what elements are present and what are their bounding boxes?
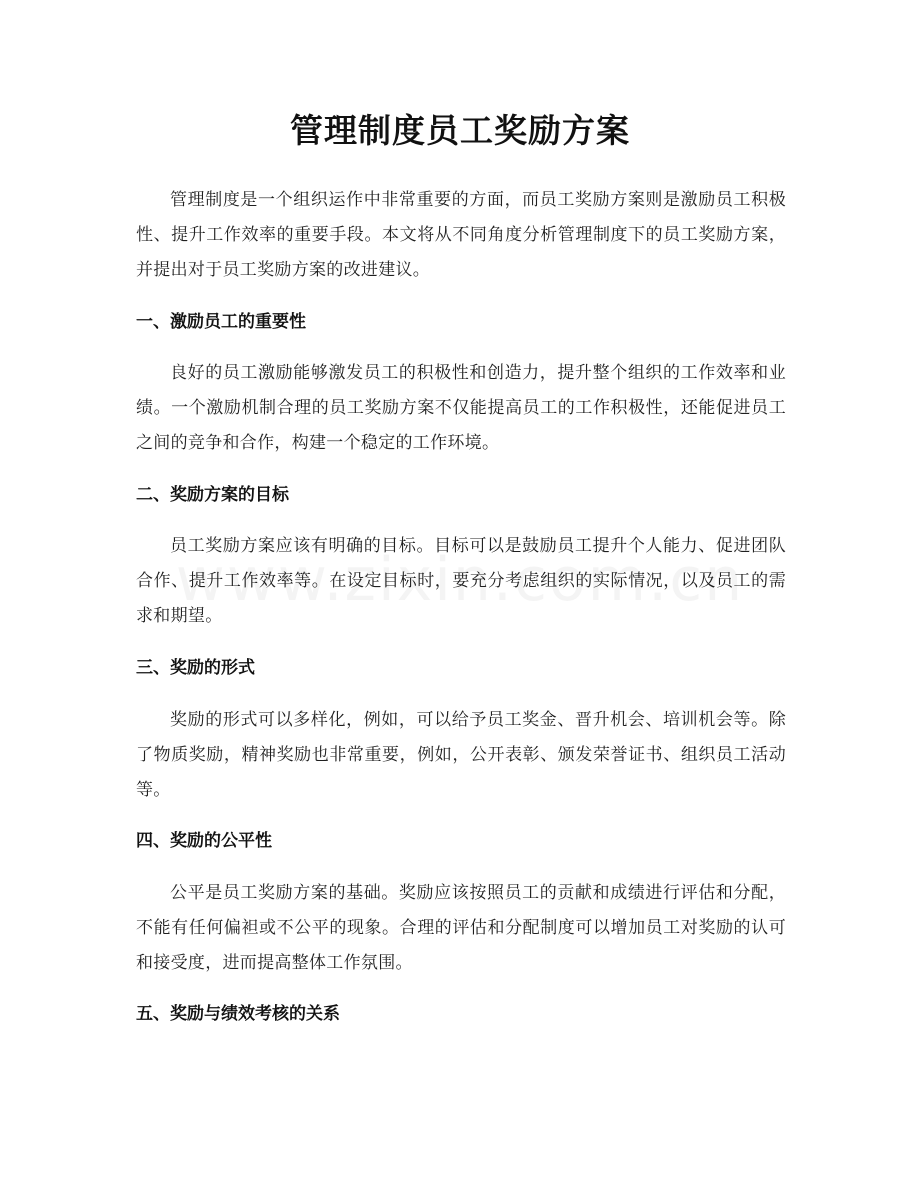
section-body-1: 良好的员工激励能够激发员工的积极性和创造力，提升整个组织的工作效率和业绩。一个激励机制合理的员工奖励方案不仅能提高员工的工作积极性，还能促进员工之间的竞争和合作，构建一个稳定的工作环境。 bbox=[136, 363, 786, 453]
section-heading-1: 一、激励员工的重要性 bbox=[136, 312, 306, 332]
section-body-4: 公平是员工奖励方案的基础。奖励应该按照员工的贡献和成绩进行评估和分配，不能有任何偏袒或不公平的现象。合理的评估和分配制度可以增加员工对奖励的认可和接受度，进而提高整体工作氛围。 bbox=[136, 883, 786, 973]
document-title: 管理制度员工奖励方案 bbox=[290, 111, 630, 150]
intro-paragraph: 管理制度是一个组织运作中非常重要的方面，而员工奖励方案则是激励员工积极性、提升工作效率的重要手段。本文将从不同角度分析管理制度下的员工奖励方案，并提出对于员工奖励方案的改进建议。 bbox=[136, 190, 786, 280]
section-heading-2: 二、奖励方案的目标 bbox=[136, 485, 289, 505]
section-body-2: 员工奖励方案应该有明确的目标。目标可以是鼓励员工提升个人能力、促进团队合作、提升工作效率等。在设定目标时，要充分考虑组织的实际情况，以及员工的需求和期望。 bbox=[136, 536, 786, 626]
section-heading-5: 五、奖励与绩效考核的关系 bbox=[136, 1004, 340, 1024]
section-heading-3: 三、奖励的形式 bbox=[136, 658, 255, 678]
section-body-3: 奖励的形式可以多样化，例如，可以给予员工奖金、晋升机会、培训机会等。除了物质奖励，精神奖励也非常重要，例如，公开表彰、颁发荣誉证书、组织员工活动等。 bbox=[136, 710, 786, 800]
section-heading-4: 四、奖励的公平性 bbox=[136, 831, 272, 851]
